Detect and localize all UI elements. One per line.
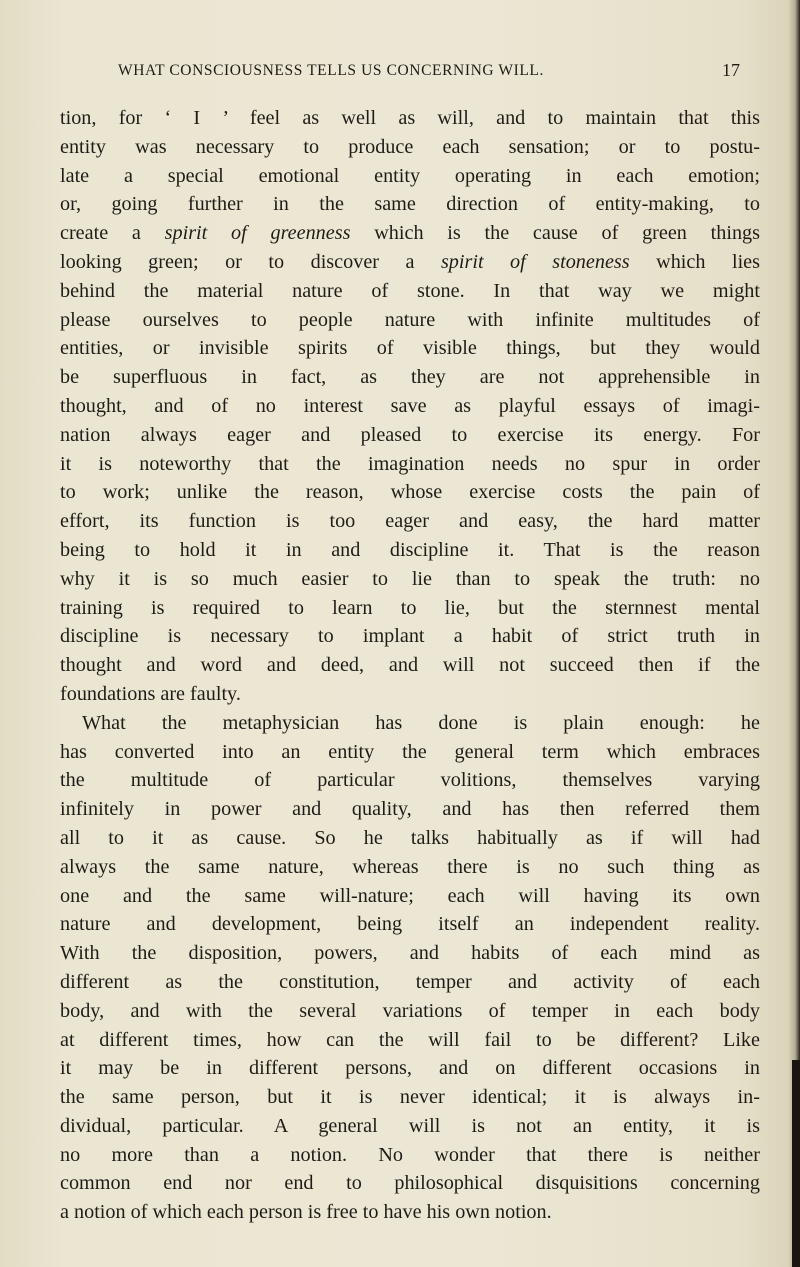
text-line: effort, its function is too eager and easy, the hard matter [60, 510, 760, 533]
text-line: thought and word and deed, and will not succeed then if the [60, 654, 760, 677]
text-line: being to hold it in and discipline it. That is the reason [60, 538, 760, 561]
text-line: it may be in different persons, and on different occasions in [60, 1057, 760, 1080]
text-line: foundations are faulty. [60, 682, 241, 705]
text-line: be superfluous in fact, as they are not apprehensible in [60, 366, 760, 389]
text-line: one and the same will-nature; each will having its own [60, 884, 760, 907]
text-line: What the metaphysician has done is plain enough: he [82, 711, 760, 734]
text-line: common end nor end to philosophical disquisitions concerning [60, 1172, 760, 1195]
text-line: a notion of which each person is free to have his own notion. [60, 1201, 552, 1224]
text-line: nation always eager and pleased to exercise its energy. For [60, 423, 760, 446]
text-line: training is required to learn to lie, but the sternnest mental [60, 596, 760, 619]
text-line: or, going further in the same direction of entity-making, to [60, 193, 760, 216]
text-line: all to it as cause. So he talks habitually as if will had [60, 826, 760, 849]
text-line: the same person, but it is never identical; it is always in- [60, 1086, 760, 1109]
text-line: late a special emotional entity operating in each emotion; [60, 164, 760, 187]
text-line: dividual, particular. A general will is not an entity, it is [60, 1114, 760, 1137]
paragraph-1 [60, 104, 760, 709]
text-line: the multitude of particular volitions, themselves varying [60, 769, 760, 792]
text-line: has converted into an entity the general term which embraces [60, 740, 760, 763]
text-line: entities, or invisible spirits of visible things, but they would [60, 337, 760, 360]
text-line: it is noteworthy that the imagination needs no spur in order [60, 452, 760, 475]
text-line: nature and development, being itself an independent reality. [60, 913, 760, 936]
text-line: always the same nature, whereas there is no such thing as [60, 855, 760, 878]
text-line: infinitely in power and quality, and has then referred them [60, 798, 760, 821]
text-line: looking green; or to discover a spirit of stoneness which lies [60, 250, 760, 273]
text-line: tion, for ‘ I ’ feel as well as will, and to maintain that this [60, 107, 760, 129]
text-line: thought, and of no interest save as playful essays of imagi- [60, 394, 760, 417]
text-line: With the disposition, powers, and habits of each mind as [60, 942, 760, 965]
page-number: 17 [722, 60, 740, 80]
page-edge-dark [792, 1060, 800, 1267]
text-line: please ourselves to people nature with infinite multitudes of [60, 308, 760, 331]
paragraph-2 [60, 709, 760, 1227]
text-line: to work; unlike the reason, whose exercise costs the pain of [60, 481, 760, 504]
page-header [118, 62, 740, 86]
text-line: at different times, how can the will fail to be different? Like [60, 1028, 760, 1051]
text-line: body, and with the several variations of temper in each body [60, 999, 760, 1022]
running-head: WHAT CONSCIOUSNESS TELLS US CONCERNING WILL. [118, 62, 544, 79]
body-text [60, 104, 760, 1227]
text-line: no more than a notion. No wonder that there is neither [60, 1143, 760, 1166]
text-line: behind the material nature of stone. In that way we might [60, 279, 760, 302]
text-line: different as the constitution, temper and activity of each [60, 970, 760, 993]
text-line: why it is so much easier to lie than to speak the truth: no [60, 567, 760, 590]
text-line: discipline is necessary to implant a habit of strict truth in [60, 625, 760, 648]
text-line: entity was necessary to produce each sensation; or to postu- [60, 135, 760, 158]
text-line: create a spirit of greenness which is the cause of green things [60, 222, 761, 245]
